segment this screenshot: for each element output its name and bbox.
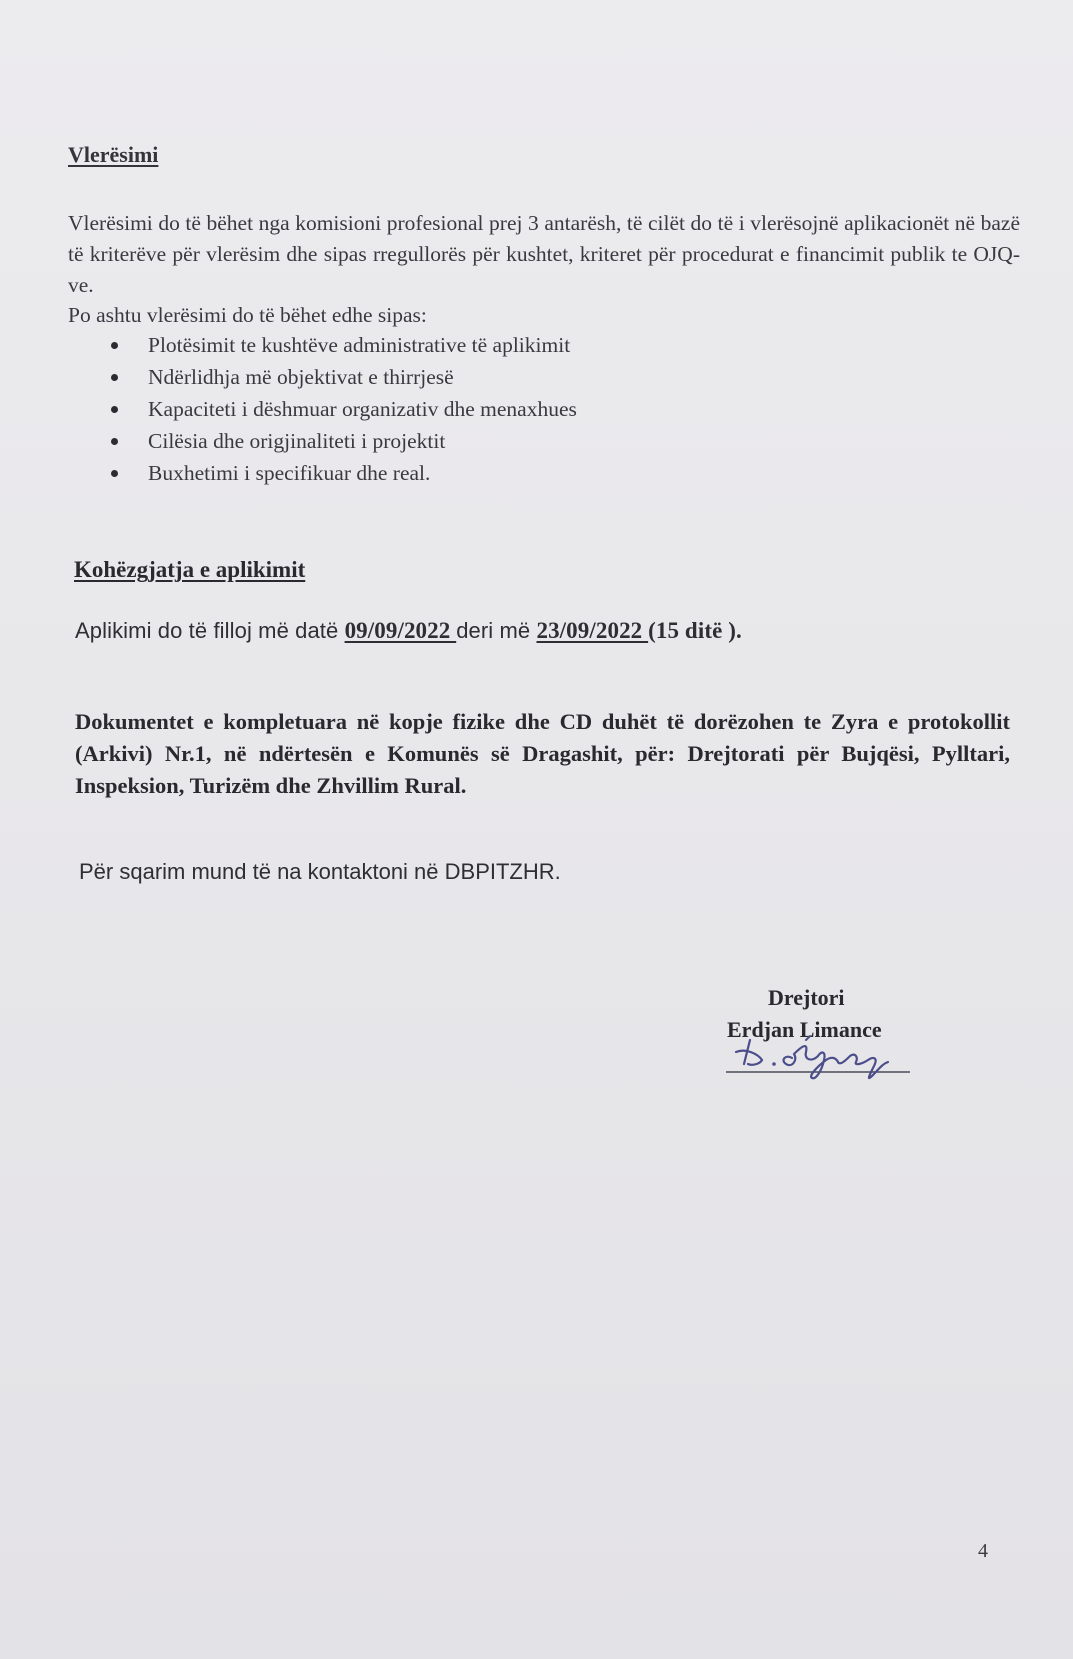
application-period-prefix: Aplikimi do të filloj më datë bbox=[75, 618, 345, 643]
criteria-item: Buxhetimi i specifikuar dhe real. bbox=[110, 457, 577, 489]
contact-line: Për sqarim mund të na kontaktoni në DBPITZHR. bbox=[79, 859, 561, 884]
signatory-name: Erdjan Limance bbox=[727, 1017, 882, 1042]
evaluation-criteria-list bbox=[110, 329, 577, 489]
end-date: 23/09/2022 bbox=[536, 618, 649, 643]
start-date: 09/09/2022 bbox=[344, 618, 457, 643]
handwritten-signature bbox=[722, 1030, 912, 1086]
signatory-title: Drejtori bbox=[768, 985, 845, 1010]
submission-instructions: Dokumentet e kompletuara në kopje fizike dhe CD duhët të dorëzohen te Zyra e protokollit (Arkivi) Nr.1, në ndërtesën e Komunës së Dragashit, për: Drejtorati për Bujqësi, Pylltari, Inspeksion, Turizëm dhe Zhvillim Rural. bbox=[75, 709, 1010, 798]
criteria-item: Cilësia dhe origjinaliteti i projektit bbox=[110, 425, 577, 457]
evaluation-paragraph: Vlerësimi do të bëhet nga komisioni profesional prej 3 antarësh, të cilët do të i vlerësojnë aplikacionët në bazë të kriterëve për vlerësim dhe sipas rregullorës për kushtet, kriteret për procedurat e financimit publik te OJQ-ve. bbox=[68, 211, 1020, 297]
evaluation-heading: Vlerësimi bbox=[68, 142, 159, 167]
criteria-item: Kapaciteti i dëshmuar organizativ dhe menaxhues bbox=[110, 393, 577, 425]
page-number: 4 bbox=[978, 1540, 988, 1562]
application-period-middle: deri më bbox=[456, 618, 537, 643]
duration-days: (15 ditë ). bbox=[648, 618, 742, 643]
duration-heading: Kohëzgjatja e aplikimit bbox=[74, 557, 306, 582]
application-period bbox=[75, 618, 742, 644]
criteria-item: Ndërlidhja më objektivat e thirrjesë bbox=[110, 361, 577, 393]
criteria-item: Plotësimit te kushtëve administrative të aplikimit bbox=[110, 329, 577, 361]
evaluation-intro: Po ashtu vlerësimi do të bëhet edhe sipas: bbox=[68, 303, 427, 327]
